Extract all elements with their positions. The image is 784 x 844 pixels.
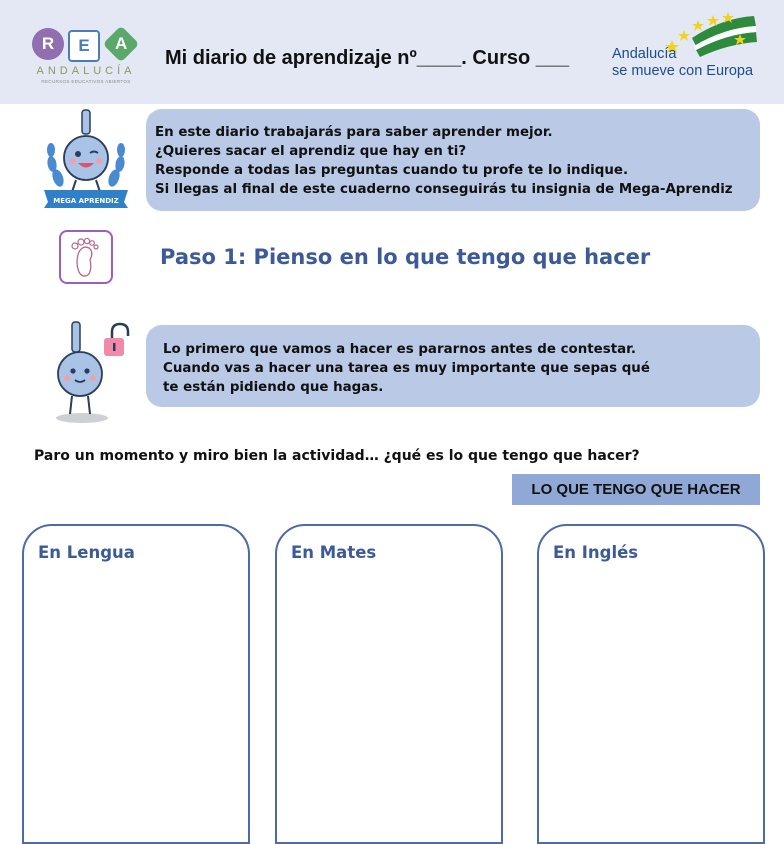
intro-line: ¿Quieres sacar el aprendiz que hay en ti? — [155, 144, 467, 159]
rea-logo-letters — [30, 28, 142, 62]
partner-logo-line1: Andalucía — [612, 46, 677, 62]
partner-logo-text — [612, 46, 753, 80]
page-header — [0, 0, 784, 104]
key-with-lock-icon — [52, 318, 136, 428]
step-title: Paso 1: Pienso en lo que tengo que hacer — [160, 245, 651, 269]
badge-label: MEGA APRENDIZ — [53, 197, 119, 205]
logo-letter-e: E — [68, 30, 100, 62]
activity-question: Paro un momento y miro bien la actividad… ¿qué es lo que tengo que hacer? — [34, 448, 640, 464]
andalucia-europa-logo — [612, 10, 762, 90]
answer-card-lengua[interactable] — [22, 524, 250, 844]
tip-line: Lo primero que vamos a hacer es pararnos antes de contestar. — [163, 342, 636, 357]
tip-line: te están pidiendo que hagas. — [163, 380, 384, 395]
section-tag: LO QUE TENGO QUE HACER — [512, 474, 760, 505]
logo-letter-a-text: A — [114, 34, 128, 53]
answer-card-mates[interactable] — [275, 524, 503, 844]
intro-line: Responde a todas las preguntas cuando tu profe te lo indique. — [155, 163, 629, 178]
intro-line: En este diario trabajarás para saber aprender mejor. — [155, 125, 553, 140]
intro-speech-bubble — [146, 109, 760, 211]
partner-logo-line2: se mueve con Europa — [612, 63, 754, 79]
card-label: En Inglés — [553, 543, 639, 562]
logo-subtitle: RECURSOS EDUCATIVOS ABIERTOS — [41, 79, 131, 84]
mega-aprendiz-badge-icon — [42, 106, 130, 210]
logo-letter-a — [103, 26, 140, 63]
rea-andalucia-logo — [30, 28, 142, 88]
answer-card-ingles[interactable] — [537, 524, 765, 844]
footprint-icon — [59, 230, 113, 284]
page-title: Mi diario de aprendizaje nº____. Curso ___ — [165, 47, 570, 69]
card-label: En Mates — [291, 543, 377, 562]
logo-letter-r: R — [32, 28, 64, 60]
tip-line: Cuando vas a hacer una tarea es muy importante que sepas qué — [163, 361, 650, 376]
intro-line: Si llegas al final de este cuaderno conseguirás tu insignia de Mega-Aprendiz — [155, 182, 733, 197]
card-label: En Lengua — [38, 543, 135, 562]
tip-speech-bubble — [146, 325, 760, 407]
logo-name: ANDALUCÍA — [36, 65, 136, 77]
